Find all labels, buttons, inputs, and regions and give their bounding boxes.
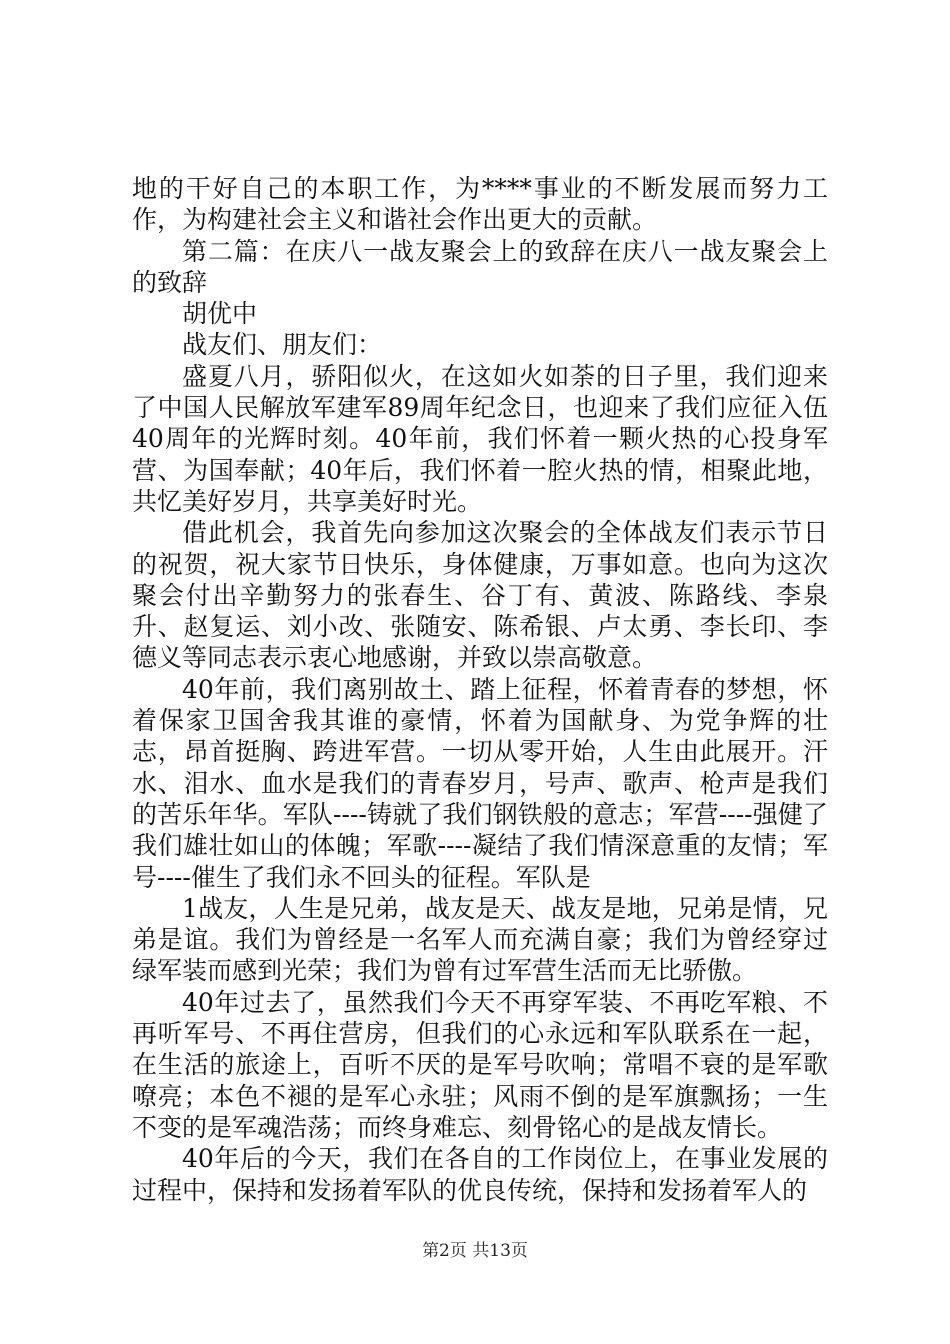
paragraph-continued: 地的干好自己的本职工作，为****事业的不断发展而努力工作，为构建社会主义和谐社会作出更大的贡献。 <box>132 174 828 235</box>
paragraph: 盛夏八月，骄阳似火，在这如火如荼的日子里，我们迎来了中国人民解放军建军89周年纪念日，也迎来了我们应征入伍40周年的光辉时刻。40年前，我们怀着一颗火热的心投身军营、为国奉献；40年后，我们怀着一腔火热的情，相聚此地，共忆美好岁月，共享美好时光。 <box>132 361 828 516</box>
document-body <box>132 173 828 1206</box>
page-number: 第2页 共13页 <box>422 1241 528 1261</box>
paragraph: 借此机会，我首先向参加这次聚会的全体战友们表示节日的祝贺，祝大家节日快乐，身体健康，万事如意。也向为这次聚会付出辛勤努力的张春生、谷丁有、黄波、陈路线、李泉升、赵复运、刘小改、张随安、陈希银、卢太勇、李长印、李德义等同志表示衷心地感谢，并致以崇高敬意。 <box>132 518 828 673</box>
author-name: 胡优中 <box>182 299 258 329</box>
paragraph: 40年后的今天，我们在各自的工作岗位上，在事业发展的过程中，保持和发扬着军队的优良传统，保持和发扬着军人的 <box>132 1144 828 1205</box>
paragraph: 40年过去了，虽然我们今天不再穿军装、不再吃军粮、不再听军号、不再住营房，但我们的心永远和军队联系在一起，在生活的旅途上，百听不厌的是军号吹响；常唱不衰的是军歌嘹亮；本色不褪的是军心永驻；风雨不倒的是军旗飘扬；一生不变的是军魂浩荡；而终身难忘、刻骨铭心的是战友情长。 <box>132 987 828 1142</box>
paragraph: 1战友，人生是兄弟，战友是天、战友是地，兄弟是情，兄弟是谊。我们为曾经是一名军人而充满自豪；我们为曾经穿过绿军装而感到光荣；我们为曾有过军营生活而无比骄傲。 <box>132 893 828 986</box>
section-heading: 第二篇：在庆八一战友聚会上的致辞在庆八一战友聚会上的致辞 <box>132 236 828 297</box>
paragraph: 40年前，我们离别故土、踏上征程，怀着青春的梦想，怀着保家卫国舍我其谁的豪情，怀着为国献身、为党争辉的壮志，昂首挺胸、跨进军营。一切从零开始，人生由此展开。汗水、泪水、血水是我们的青春岁月，号声、歌声、枪声是我们的苦乐年华。军队----铸就了我们钢铁般的意志；军营----强健了我们雄壮如山的体魄；军歌----凝结了我们情深意重的友情；军号----催生了我们永不回头的征程。军队是 <box>132 674 828 892</box>
salutation: 战友们、朋友们： <box>182 330 383 360</box>
